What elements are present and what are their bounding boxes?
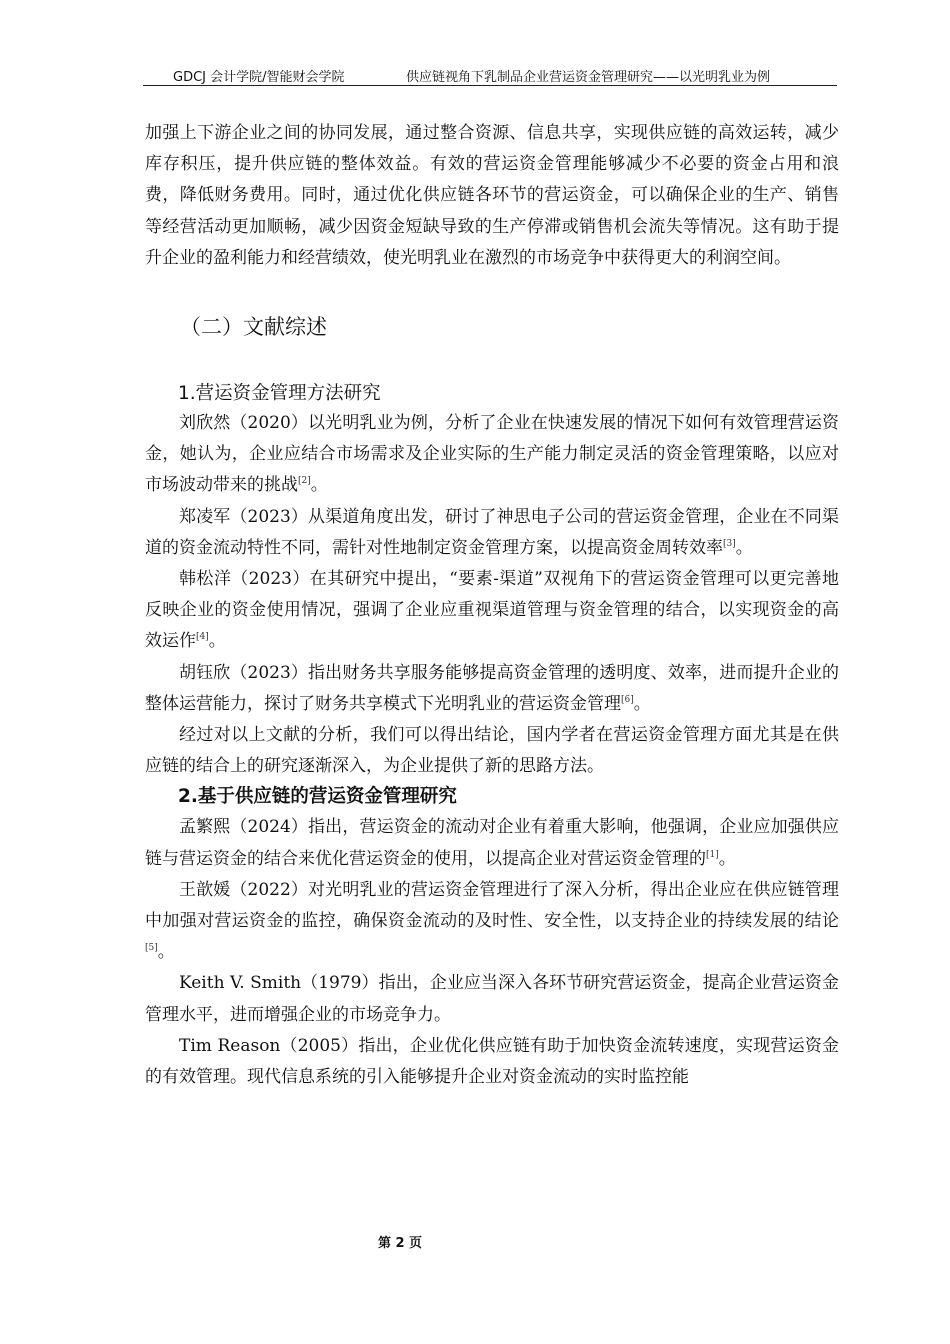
page-number: 第 2 页 xyxy=(377,1236,423,1251)
citation-marker: [2] xyxy=(298,476,311,487)
intro-paragraph: 加强上下游企业之间的协同发展，通过整合资源、信息共享，实现供应链的高效运转，减少库存积压，提升供应链的整体效益。有效的营运资金管理能够减少不必要的资金占用和浪费，降低财务费用。同时，通过优化供应链各环节的营运资金，可以确保企业的生产、销售等经营活动更加顺畅，减少因资金短缺导致的生产停滞或销售机会流失等情况。这有助于提升企业的盈利能力和经营绩效，使光明乳业在激烈的市场竞争中获得更大的利润空间。 xyxy=(145,123,839,268)
paragraph: 郑凌军（2023）从渠道角度出发，研讨了神思电子公司的营运资金管理，企业在不同渠道的资金流动特性不同，需针对性地制定资金管理方案，以提高资金周转效率[3]。 xyxy=(145,506,839,558)
subsection-2-heading: 2.基于供应链的营运资金管理研究 xyxy=(178,786,457,808)
header-thesis-title: 供应链视角下乳制品企业营运资金管理研究——以光明乳业为例 xyxy=(406,70,771,85)
paragraph: 王歆媛（2022）对光明乳业的营运资金管理进行了深入分析，得出企业应在供应链管理中加强对营运资金的监控，确保资金流动的及时性、安全性，以支持企业的持续发展的结论[5]。 xyxy=(145,879,839,963)
paragraph: 韩松洋（2023）在其研究中提出，“要素-渠道”双视角下的营运资金管理可以更完善地反映企业的资金使用情况，强调了企业应重视渠道管理与资金管理的结合，以实现资金的高效运作[4]。 xyxy=(145,569,839,652)
paragraph: 经过对以上文献的分析，我们可以得出结论，国内学者在营运资金管理方面尤其是在供应链的结合上的研究逐渐深入，为企业提供了新的思路方法。 xyxy=(145,725,839,777)
subsection-1-heading: 1.营运资金管理方法研究 xyxy=(178,383,381,405)
page-body xyxy=(145,118,839,1093)
header-institution: GDCJ 会计学院/智能财会学院 xyxy=(173,70,345,85)
citation-marker: [3] xyxy=(723,538,736,549)
paragraph: 孟繁熙（2024）指出，营运资金的流动对企业有着重大影响，他强调，企业应加强供应链与营运资金的结合来优化营运资金的使用，以提高企业对营运资金管理的[1]。 xyxy=(145,817,839,869)
paragraph: Keith V. Smith（1979）指出，企业应当深入各环节研究营运资金，提高企业营运资金管理水平，进而增强企业的市场竞争力。 xyxy=(145,973,839,1025)
header-divider xyxy=(143,85,837,86)
citation-marker: [5] xyxy=(145,943,158,954)
citation-marker: [4] xyxy=(196,632,209,643)
paragraph: Tim Reason（2005）指出，企业优化供应链有助于加快资金流转速度，实现营运资金的有效管理。现代信息系统的引入能够提升企业对资金流动的实时监控能 xyxy=(145,1035,839,1088)
section-heading: （二）文献综述 xyxy=(180,315,327,340)
paragraph: 胡钰欣（2023）指出财务共享服务能够提高资金管理的透明度、效率，进而提升企业的整体运营能力，探讨了财务共享模式下光明乳业的营运资金管理[6]。 xyxy=(145,662,839,714)
paragraph: 刘欣然（2020）以光明乳业为例，分析了企业在快速发展的情况下如何有效管理营运资金，她认为，企业应结合市场需求及企业实际的生产能力制定灵活的资金管理策略，以应对市场波动带来的挑战[2]。 xyxy=(145,413,839,496)
page-header xyxy=(143,66,837,86)
citation-marker: [6] xyxy=(621,694,634,705)
citation-marker: [1] xyxy=(706,849,719,860)
